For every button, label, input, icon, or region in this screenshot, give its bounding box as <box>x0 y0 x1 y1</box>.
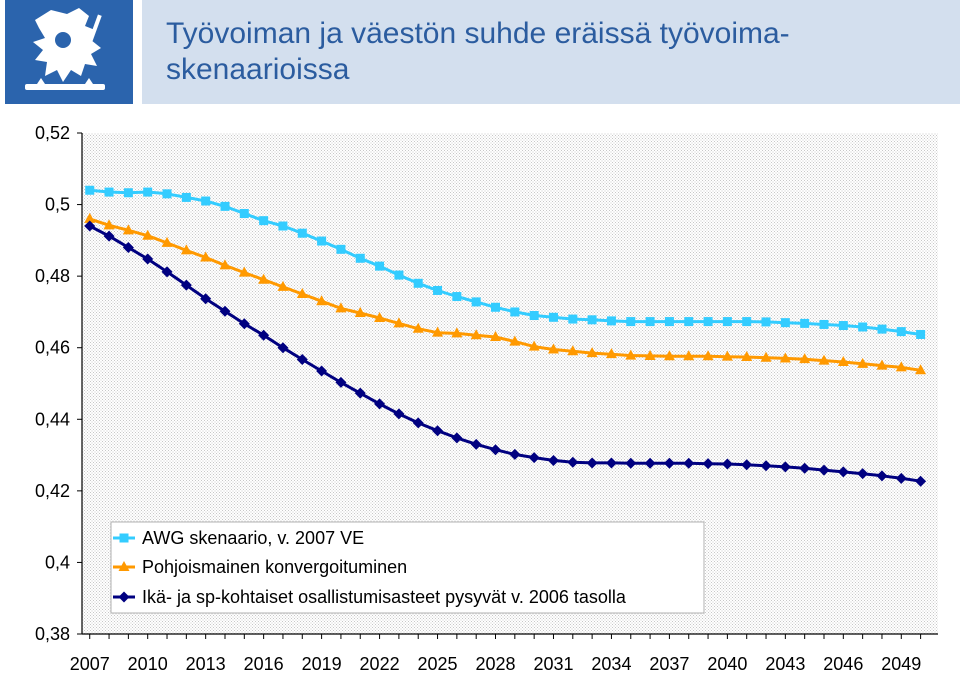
legend-label: Pohjoismainen konvergoituminen <box>142 557 408 577</box>
data-point <box>762 317 771 326</box>
legend-item <box>113 557 407 577</box>
data-point <box>839 321 848 330</box>
x-tick-label: 2034 <box>591 654 632 673</box>
legend-item <box>113 528 364 548</box>
data-point <box>916 330 925 339</box>
data-point <box>800 319 809 328</box>
data-point <box>182 193 191 202</box>
y-tick-label: 0,52 <box>34 123 70 143</box>
data-point <box>414 279 423 288</box>
x-tick-label: 2028 <box>475 654 516 673</box>
data-point <box>626 317 635 326</box>
x-tick-label: 2016 <box>243 654 284 673</box>
legend-item <box>113 587 627 607</box>
x-tick-label: 2019 <box>301 654 342 673</box>
y-tick-label: 0,38 <box>34 624 70 644</box>
y-tick-label: 0,44 <box>34 409 70 430</box>
y-tick-label: 0,4 <box>44 552 70 573</box>
data-point <box>124 188 133 197</box>
y-tick-label: 0,46 <box>34 337 70 358</box>
x-tick-label: 2046 <box>823 654 864 673</box>
data-point <box>665 317 674 326</box>
data-point <box>472 297 481 306</box>
data-point <box>278 222 287 231</box>
data-point <box>433 286 442 295</box>
x-tick-label: 2037 <box>649 654 690 673</box>
legend-label: Ikä- ja sp-kohtaiset osallistumisasteet pysyvät v. 2006 tasolla <box>142 587 626 607</box>
x-tick-label: 2040 <box>707 654 748 673</box>
data-point <box>163 189 172 198</box>
data-point <box>723 317 732 326</box>
x-tick-label: 2010 <box>127 654 168 673</box>
x-tick-label: 2022 <box>359 654 400 673</box>
data-point <box>375 262 384 271</box>
data-point <box>819 320 828 329</box>
data-point <box>143 188 152 197</box>
data-point <box>897 327 906 336</box>
page-title-line2: skenaarioissa <box>166 53 350 86</box>
x-tick-label: 2049 <box>881 654 922 673</box>
x-tick-label: 2025 <box>417 654 458 673</box>
data-point <box>491 303 500 312</box>
data-point <box>568 315 577 324</box>
data-point <box>781 318 790 327</box>
data-point <box>704 317 713 326</box>
data-point <box>298 229 307 238</box>
data-point <box>394 271 403 280</box>
y-tick-label: 0,48 <box>34 266 70 287</box>
x-tick-label: 2007 <box>69 654 110 673</box>
data-point <box>85 186 94 195</box>
y-tick-label: 0,42 <box>34 480 70 501</box>
legend <box>111 522 704 613</box>
y-tick-label: 0,5 <box>44 194 70 215</box>
data-point <box>452 292 461 301</box>
data-point <box>684 317 693 326</box>
data-point <box>549 313 558 322</box>
data-point <box>259 216 268 225</box>
data-point <box>105 188 114 197</box>
data-point <box>858 322 867 331</box>
data-point <box>336 245 345 254</box>
data-point <box>877 325 886 334</box>
data-point <box>220 202 229 211</box>
data-point <box>607 316 616 325</box>
data-point <box>530 311 539 320</box>
data-point <box>646 317 655 326</box>
x-tick-label: 2031 <box>533 654 574 673</box>
data-point <box>742 317 751 326</box>
page-title-line1: Työvoiman ja väestön suhde eräissä työvoima- <box>166 17 790 50</box>
data-point <box>356 254 365 263</box>
x-tick-label: 2043 <box>765 654 806 673</box>
data-point <box>588 315 597 324</box>
legend-swatch-marker <box>120 534 129 543</box>
data-point <box>510 307 519 316</box>
data-point <box>201 196 210 205</box>
data-point <box>240 209 249 218</box>
x-tick-label: 2013 <box>185 654 226 673</box>
data-point <box>317 237 326 246</box>
legend-label: AWG skenaario, v. 2007 VE <box>142 528 365 548</box>
